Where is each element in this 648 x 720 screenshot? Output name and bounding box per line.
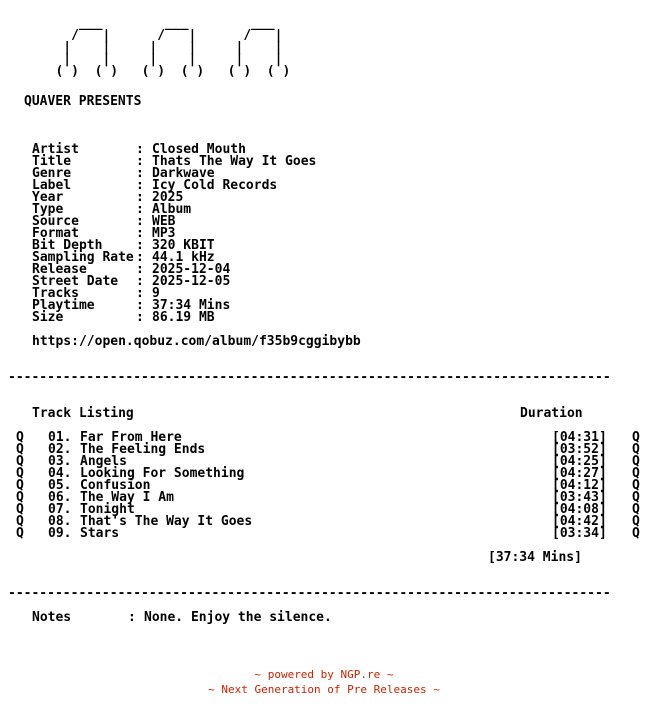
track-duration: [04:31] xyxy=(552,430,607,445)
info-label: Title xyxy=(32,154,72,169)
track-listing-heading: Track Listing xyxy=(32,406,134,421)
info-row xyxy=(0,312,648,324)
info-value: 44.1 kHz xyxy=(152,250,215,265)
info-label: Label xyxy=(32,178,72,193)
track-number: 08. xyxy=(48,514,72,529)
track-duration: [03:34] xyxy=(552,526,607,541)
info-colon: : xyxy=(136,298,144,313)
track-marker: Q xyxy=(16,526,24,541)
info-row xyxy=(0,276,648,288)
info-colon: : xyxy=(136,142,144,157)
track-marker: Q xyxy=(632,490,640,505)
info-label: Genre xyxy=(32,166,72,181)
info-colon: : xyxy=(136,178,144,193)
info-value: 2025 xyxy=(152,190,184,205)
track-marker: Q xyxy=(16,490,24,505)
track-marker: Q xyxy=(632,466,640,481)
track-title: Far From Here xyxy=(80,430,182,445)
notes-label: Notes xyxy=(32,610,72,625)
track-marker: Q xyxy=(16,430,24,445)
track-marker: Q xyxy=(16,514,24,529)
total-duration: [37:34 Mins] xyxy=(488,550,582,565)
info-colon: : xyxy=(136,214,144,229)
track-duration: [04:42] xyxy=(552,514,607,529)
track-duration: [04:25] xyxy=(552,454,607,469)
notes-colon: : xyxy=(128,610,136,625)
info-value: 9 xyxy=(152,286,160,301)
track-duration: [03:52] xyxy=(552,442,607,457)
info-value: 2025-12-04 xyxy=(152,262,231,277)
info-value: Closed Mouth xyxy=(152,142,246,157)
info-value: Thats The Way It Goes xyxy=(152,154,317,169)
track-duration: [04:08] xyxy=(552,502,607,517)
track-marker: Q xyxy=(16,454,24,469)
info-row xyxy=(0,288,648,300)
track-marker: Q xyxy=(16,478,24,493)
track-marker: Q xyxy=(16,466,24,481)
info-label: Street Date xyxy=(32,274,119,289)
info-colon: : xyxy=(136,274,144,289)
info-value: 37:34 Mins xyxy=(152,298,231,313)
track-marker: Q xyxy=(16,502,24,517)
track-row xyxy=(0,528,648,540)
track-number: 03. xyxy=(48,454,72,469)
info-label: Tracks xyxy=(32,286,79,301)
track-marker: Q xyxy=(632,442,640,457)
track-number: 04. xyxy=(48,466,72,481)
info-colon: : xyxy=(136,226,144,241)
info-label: Type xyxy=(32,202,64,217)
info-label: Artist xyxy=(32,142,79,157)
track-number: 09. xyxy=(48,526,72,541)
info-value: Album xyxy=(152,202,192,217)
presents-heading: QUAVER PRESENTS xyxy=(24,94,142,109)
track-marker: Q xyxy=(632,526,640,541)
info-value: 86.19 MB xyxy=(152,310,215,325)
info-label: Size xyxy=(32,310,64,325)
track-marker: Q xyxy=(632,514,640,529)
info-colon: : xyxy=(136,310,144,325)
info-label: Playtime xyxy=(32,298,95,313)
info-label: Year xyxy=(32,190,64,205)
info-label: Release xyxy=(32,262,87,277)
track-title: Angels xyxy=(80,454,127,469)
track-number: 05. xyxy=(48,478,72,493)
album-url[interactable]: https://open.qobuz.com/album/f35b9cggibybb xyxy=(32,334,361,349)
info-row xyxy=(0,180,648,192)
separator-bottom xyxy=(0,588,648,600)
info-colon: : xyxy=(136,154,144,169)
info-value: Icy Cold Records xyxy=(152,178,278,193)
info-row xyxy=(0,192,648,204)
info-label: Bit Depth xyxy=(32,238,103,253)
track-number: 02. xyxy=(48,442,72,457)
track-duration: [03:43] xyxy=(552,490,607,505)
footer-powered-by: ~ powered by NGP.re ~ xyxy=(254,668,394,681)
info-label: Sampling Rate xyxy=(32,250,134,265)
info-colon: : xyxy=(136,166,144,181)
track-number: 07. xyxy=(48,502,72,517)
track-marker: Q xyxy=(632,430,640,445)
separator-top xyxy=(0,372,648,384)
separator-line: ----------------------------------------------------------------------------- xyxy=(8,372,611,384)
track-number: 01. xyxy=(48,430,72,445)
info-colon: : xyxy=(136,286,144,301)
track-title: Stars xyxy=(80,526,120,541)
track-duration: [04:27] xyxy=(552,466,607,481)
track-number: 06. xyxy=(48,490,72,505)
footer-tagline: ~ Next Generation of Pre Releases ~ xyxy=(208,683,440,696)
track-title: Looking For Something xyxy=(80,466,245,481)
track-duration: [04:12] xyxy=(552,478,607,493)
duration-heading: Duration xyxy=(520,406,583,421)
info-colon: : xyxy=(136,262,144,277)
info-row xyxy=(0,168,648,180)
info-label: Source xyxy=(32,214,79,229)
info-row xyxy=(0,216,648,228)
track-title: Confusion xyxy=(80,478,151,493)
track-marker: Q xyxy=(632,502,640,517)
info-row xyxy=(0,204,648,216)
track-title: Tonight xyxy=(80,502,135,517)
info-value: WEB xyxy=(152,214,176,229)
notes-value: None. Enjoy the silence. xyxy=(144,610,332,625)
info-colon: : xyxy=(136,250,144,265)
ascii-art-logo: ___ ___ ___ / | / | / | | | | | | | | | | | | | ( ) ( ) ( ) ( ) ( ) ( ) xyxy=(55,16,291,79)
separator-line: ----------------------------------------------------------------------------- xyxy=(8,588,611,600)
info-value: Darkwave xyxy=(152,166,215,181)
track-marker: Q xyxy=(16,442,24,457)
track-marker: Q xyxy=(632,454,640,469)
info-row xyxy=(0,156,648,168)
info-colon: : xyxy=(136,190,144,205)
info-value: 2025-12-05 xyxy=(152,274,231,289)
info-colon: : xyxy=(136,202,144,217)
track-title: The Feeling Ends xyxy=(80,442,206,457)
info-value: 320 KBIT xyxy=(152,238,215,253)
track-marker: Q xyxy=(632,478,640,493)
info-value: MP3 xyxy=(152,226,176,241)
info-label: Format xyxy=(32,226,79,241)
info-row xyxy=(0,144,648,156)
track-title: That's The Way It Goes xyxy=(80,514,253,529)
info-row xyxy=(0,300,648,312)
info-row xyxy=(0,252,648,264)
info-colon: : xyxy=(136,238,144,253)
track-title: The Way I Am xyxy=(80,490,174,505)
